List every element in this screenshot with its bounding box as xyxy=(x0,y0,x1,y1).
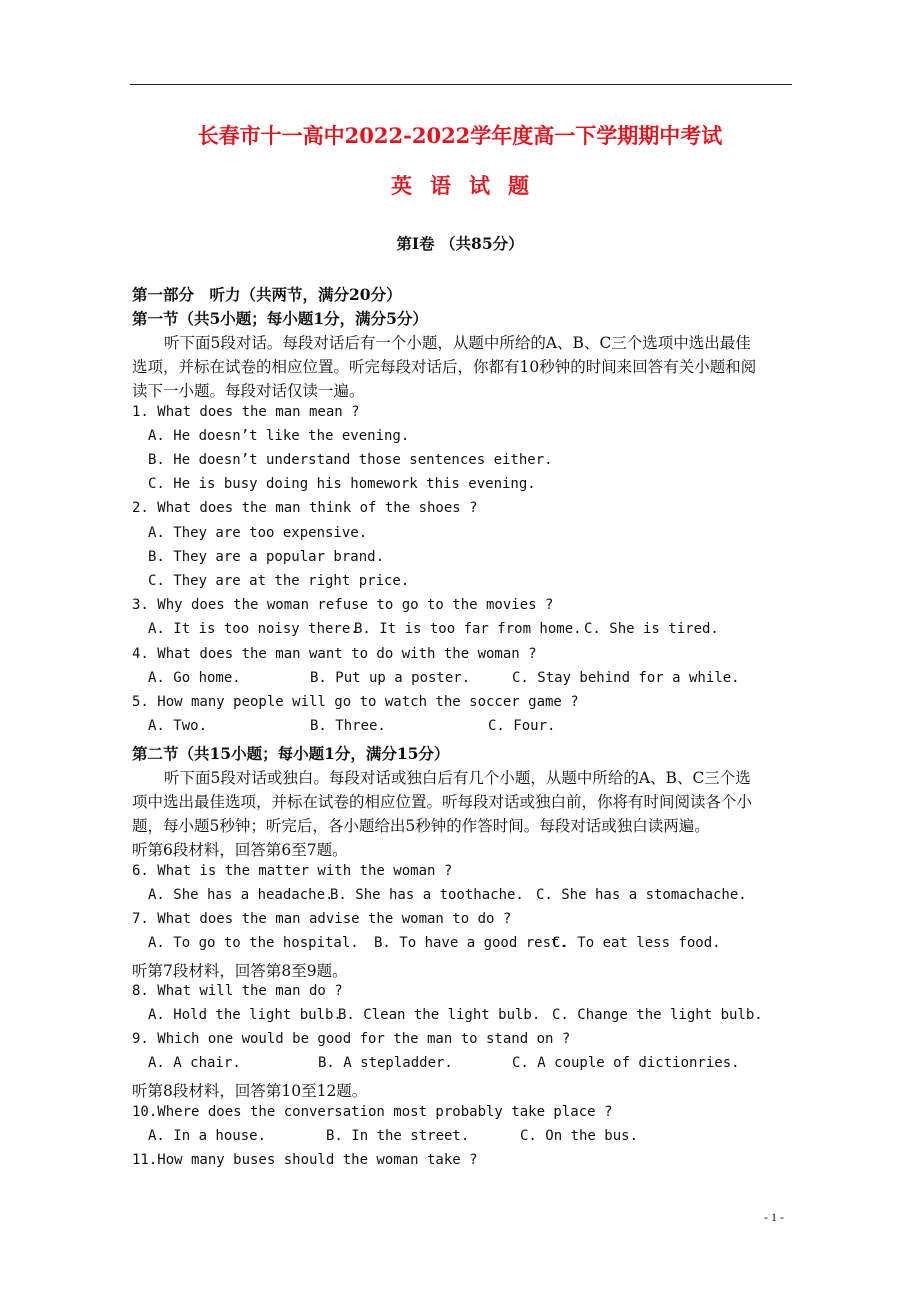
section1-instruction: 听下面5段对话。每段对话后有一个小题，从题中所给的A、B、C三个选项中选出最佳 xyxy=(164,334,751,352)
option: A. A chair. xyxy=(148,1055,241,1071)
option: C. To eat less food. xyxy=(552,935,721,951)
question-text: 10.Where does the conversation most probably take place ? xyxy=(132,1104,613,1120)
option: A. He doesn’t like the evening. xyxy=(148,428,410,444)
option: B. They are a popular brand. xyxy=(148,549,385,565)
option: B. She has a toothache. xyxy=(330,887,524,903)
question-text: 1. What does the man mean ? xyxy=(132,404,360,420)
question-text: 4. What does the man want to do with the woman ? xyxy=(132,646,537,662)
volume-heading: 第Ⅰ卷 （共85分） xyxy=(396,234,524,253)
option: A. Two. xyxy=(148,718,208,734)
section2-instruction: 题，每小题5秒钟；听完后，各小题给出5秒钟的作答时间。每段对话或独白读两遍。 xyxy=(132,817,710,835)
header-rule xyxy=(130,84,792,85)
question-text: 3. Why does the woman refuse to go to the movies ? xyxy=(132,597,554,613)
option: C. He is busy doing his homework this evening. xyxy=(148,476,536,492)
option: C. On the bus. xyxy=(520,1128,639,1144)
section1-instruction: 读下一小题。每段对话仅读一遍。 xyxy=(132,382,365,400)
option: A. Hold the light bulb. xyxy=(148,1007,342,1023)
option: B. He doesn’t understand those sentences either. xyxy=(148,452,553,468)
option: C. A couple of dictionries. xyxy=(512,1055,740,1071)
option: B. A stepladder. xyxy=(318,1055,453,1071)
option: A. She has a headache. xyxy=(148,887,334,903)
option: C. She has a stomachache. xyxy=(536,887,747,903)
question-text: 11.How many buses should the woman take ? xyxy=(132,1152,478,1168)
option: C. She is tired. xyxy=(584,621,719,637)
option: C. Four. xyxy=(488,718,556,734)
option: B. To have a good rest. xyxy=(374,935,568,951)
option: B. It is too far from home. xyxy=(354,621,582,637)
page-number: - 1 - xyxy=(764,1210,784,1224)
option: A. To go to the hospital. xyxy=(148,935,359,951)
option: C. Stay behind for a while. xyxy=(512,670,740,686)
section2-instruction: 听下面5段对话或独白。每段对话或独白后有几个小题，从题中所给的A、B、C三个选 xyxy=(164,769,751,787)
part1-heading: 第一部分 听力（共两节，满分20分） xyxy=(132,285,402,304)
question-text: 5. How many people will go to watch the soccer game ? xyxy=(132,694,579,710)
material-note: 听第8段材料，回答第10至12题。 xyxy=(132,1082,368,1100)
exam-title: 长春市十一高中2022-2022学年度高一下学期期中考试 xyxy=(197,123,723,148)
option: C. Change the light bulb. xyxy=(552,1007,763,1023)
question-text: 9. Which one would be good for the man to stand on ? xyxy=(132,1031,571,1047)
section1-heading: 第一节（共5小题；每小题1分，满分5分） xyxy=(132,309,428,328)
option: A. Go home. xyxy=(148,670,241,686)
exam-subtitle: 英语试题 xyxy=(391,173,547,198)
option: A. It is too noisy there. xyxy=(148,621,359,637)
section1-instruction: 选项，并标在试卷的相应位置。听完每段对话后，你都有10秒钟的时间来回答有关小题和阅 xyxy=(132,358,757,376)
material-note: 听第6段材料，回答第6至7题。 xyxy=(132,841,348,859)
option: C. They are at the right price. xyxy=(148,573,410,589)
option: A. They are too expensive. xyxy=(148,525,368,541)
option: B. Clean the light bulb. xyxy=(338,1007,541,1023)
question-text: 8. What will the man do ? xyxy=(132,983,343,999)
section2-instruction: 项中选出最佳选项，并标在试卷的相应位置。听每段对话或独白前，你将有时间阅读各个小 xyxy=(132,793,753,811)
question-text: 2. What does the man think of the shoes ? xyxy=(132,500,478,516)
section2-heading: 第二节（共15小题；每小题1分，满分15分） xyxy=(132,744,450,763)
material-note: 听第7段材料，回答第8至9题。 xyxy=(132,962,348,980)
option: B. In the street. xyxy=(326,1128,470,1144)
option: B. Three. xyxy=(310,718,386,734)
option: B. Put up a poster. xyxy=(310,670,471,686)
question-text: 7. What does the man advise the woman to do ? xyxy=(132,911,512,927)
question-text: 6. What is the matter with the woman ? xyxy=(132,863,453,879)
option: A. In a house. xyxy=(148,1128,267,1144)
